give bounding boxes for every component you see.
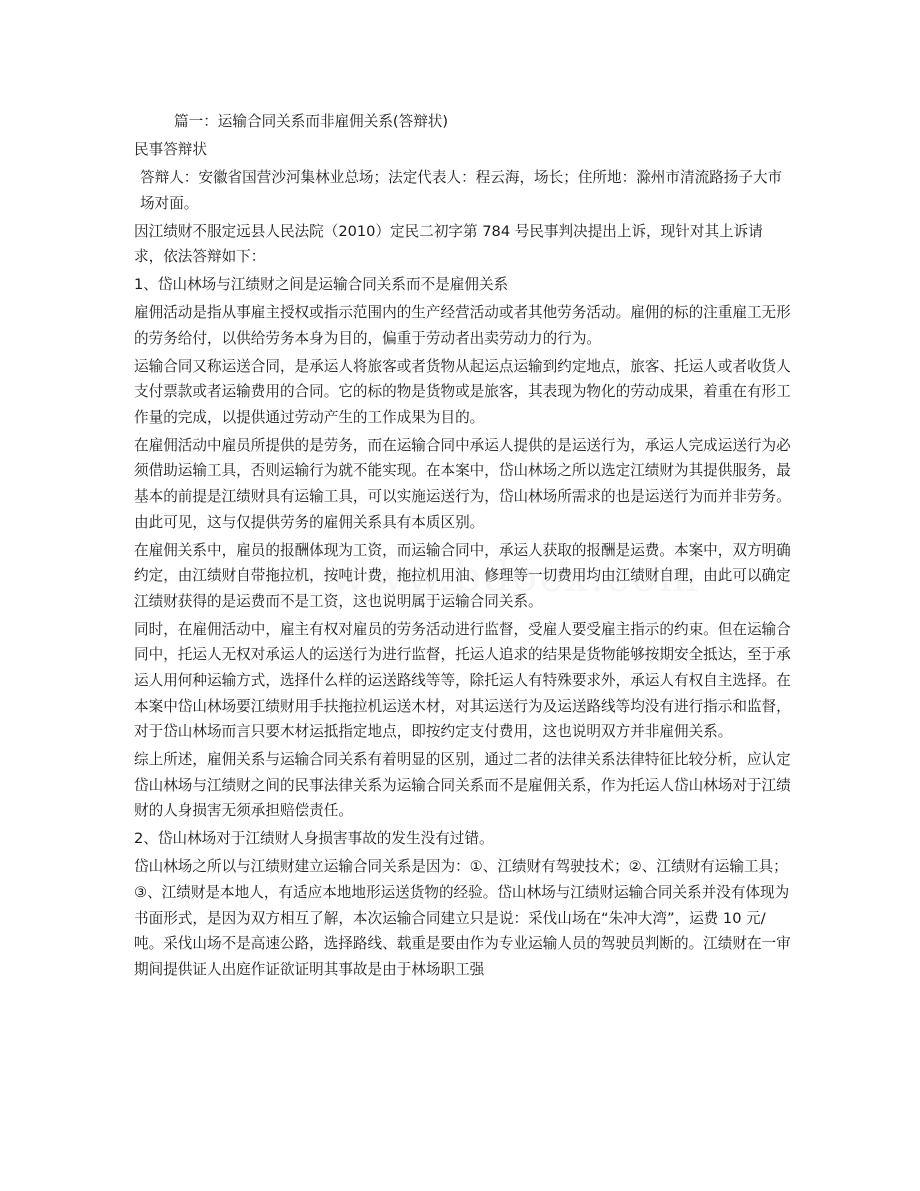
respondent-info: 答辩人：安徽省国营沙河集林业总场；法定代表人：程云海，场长；住所地：滁州市清流路扬子大市场对面。 xyxy=(140,168,783,212)
body-paragraph: 综上所述，雇佣关系与运输合同关系有着明显的区别，通过二者的法律关系法律特征比较分析，应认定岱山林场与江绩财之间的民事法律关系为运输合同关系而不是雇佣关系，作为托运人岱山林场对于江绩财的人身损害无须承担赔偿责任。 xyxy=(134,751,791,820)
body-paragraph: 岱山林场之所以与江绩财建立运输合同关系是因为：①、江绩财有驾驶技术；②、江绩财有运输工具；③、江绩财是本地人，有适应本地地形运送货物的经验。岱山林场与江绩财运输合同关系并没有体现为书面形式，是因为双方相互了解，本次运输合同建立只是说：采伐山场在“朱冲大湾”，运费 10 元/吨。采伐山场不是高速公路，选择路线、载重是要由作为专业运输人员的驾驶员判断的。江绩财在一审期间提供证人出庭作证欲证明其事故是由于林场职工强 xyxy=(134,858,791,978)
document-type-heading: 民事答辩状 xyxy=(134,140,207,158)
section-heading-2: 2、岱山林场对于江绩财人身损害事故的发生没有过错。 xyxy=(134,830,494,848)
document-body xyxy=(134,109,792,985)
body-paragraph: 雇佣活动是指从事雇主授权或指示范围内的生产经营活动或者其他劳务活动。雇佣的标的注重雇工无形的劳务给付，以供给劳务本身为目的，偏重于劳动者出卖劳动力的行为。 xyxy=(134,304,791,347)
body-paragraph: 在雇佣关系中，雇员的报酬体现为工资，而运输合同中，承运人获取的报酬是运费。本案中，双方明确约定，由江绩财自带拖拉机，按吨计费，拖拉机用油、修理等一切费用均由江绩财自理，由此可以确定江绩财获得的是运费而不是工资，这也说明属于运输合同关系。 xyxy=(134,541,791,610)
intro-paragraph: 因江绩财不服定远县人民法院（2010）定民二初字第 784 号民事判决提出上诉，现针对其上诉请求，依法答辩如下： xyxy=(134,222,763,266)
document-title: 篇一：运输合同关系而非雇佣关系(答辩状) xyxy=(174,113,449,130)
body-paragraph: 运输合同又称运送合同，是承运人将旅客或者货物从起运点运输到约定地点，旅客、托运人或者收货人支付票款或者运输费用的合同。它的标的物是货物或是旅客，其表现为物化的劳动成果，着重在有形工作量的完成，以提供通过劳动产生的工作成果为目的。 xyxy=(134,357,791,426)
body-paragraph: 在雇佣活动中雇员所提供的是劳务，而在运输合同中承运人提供的是运送行为，承运人完成运送行为必须借助运输工具，否则运输行为就不能实现。在本案中，岱山林场之所以选定江绩财为其提供服务，最基本的前提是江绩财具有运输工具，可以实施运送行为，岱山林场所需求的也是运送行为而并非劳务。由此可见，这与仅提供劳务的雇佣关系具有本质区别。 xyxy=(134,436,791,531)
body-paragraph: 同时，在雇佣活动中，雇主有权对雇员的劳务活动进行监督，受雇人要受雇主指示的约束。但在运输合同中，托运人无权对承运人的运送行为进行监督，托运人追求的结果是货物能够按期安全抵达，至于承运人用何种运输方式，选择什么样的运送路线等等，除托运人有特殊要求外，承运人有权自主选择。在本案中岱山林场要江绩财用手扶拖拉机运送木材，对其运送行为及运送路线等均没有进行指示和监督，对于岱山林场而言只要木材运抵指定地点，即按约定支付费用，这也说明双方并非雇佣关系。 xyxy=(134,620,791,741)
section-heading-1: 1、岱山林场与江绩财之间是运输合同关系而不是雇佣关系 xyxy=(134,276,509,294)
